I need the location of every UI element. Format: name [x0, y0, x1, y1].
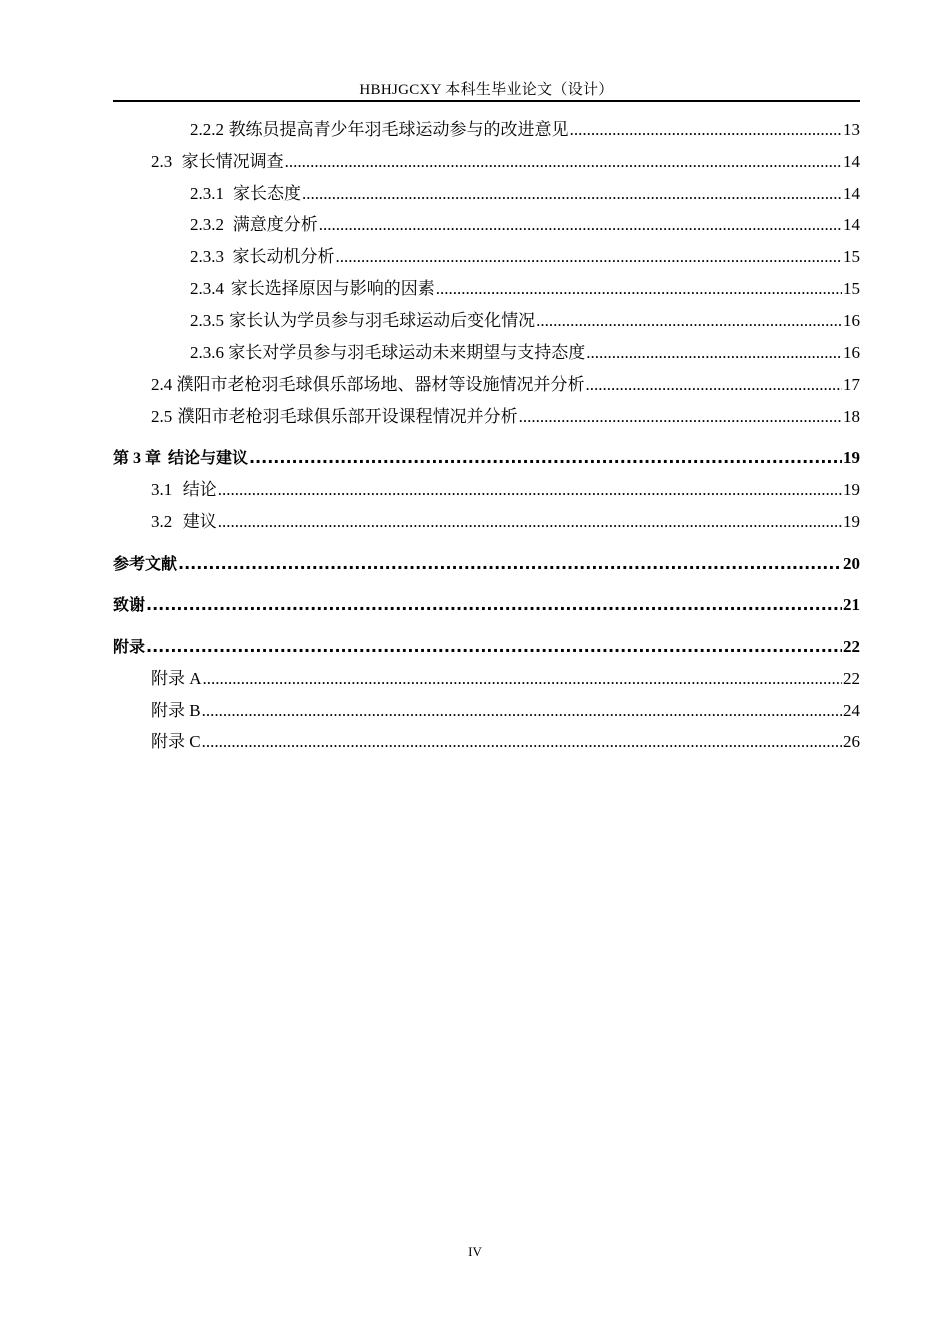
toc-entry-title: 结论与建议 — [167, 448, 248, 467]
toc-entry-page-number: 19 — [843, 480, 860, 499]
toc-entry-title: 濮阳市老枪羽毛球俱乐部开设课程情况并分析 — [177, 407, 518, 426]
toc-entry-page-number: 21 — [843, 595, 860, 614]
toc-dot-leader — [519, 404, 842, 430]
toc-entry[interactable] — [113, 404, 860, 430]
toc-entry-title: 致谢 — [113, 595, 146, 614]
toc-dot-leader — [570, 117, 842, 143]
toc-entry-page-number: 17 — [843, 375, 860, 394]
toc-entry-page-number: 22 — [843, 637, 860, 656]
page-number: IV — [468, 1244, 482, 1259]
toc-entry[interactable] — [113, 340, 860, 366]
toc-entry-title: 家长情况调查 — [181, 152, 284, 171]
toc-dot-leader — [202, 729, 842, 755]
toc-entry-title: 濮阳市老枪羽毛球俱乐部场地、器材等设施情况并分析 — [176, 375, 585, 394]
toc-entry-number: 2.5 — [151, 407, 173, 426]
toc-entry-page-number: 24 — [843, 701, 860, 720]
toc-entry-number: 2.3.5 — [190, 311, 224, 330]
toc-dot-leader — [178, 551, 842, 577]
page-header: HBHJGCXY 本科生毕业论文（设计） — [359, 82, 614, 98]
toc-entry-page-number: 22 — [843, 669, 860, 688]
toc-entry[interactable] — [113, 308, 860, 334]
toc-entry-title: 附录 B — [151, 701, 201, 720]
toc-dot-leader — [536, 308, 842, 334]
toc-entry-page-number: 16 — [843, 343, 860, 362]
toc-dot-leader — [202, 698, 842, 724]
toc-entry[interactable] — [113, 445, 860, 471]
toc-dot-leader — [203, 666, 842, 692]
toc-entry[interactable] — [113, 729, 860, 755]
toc-dot-leader — [586, 372, 842, 398]
toc-entry-number: 2.3.2 — [190, 215, 224, 234]
toc-dot-leader — [146, 592, 842, 618]
toc-entry-number: 2.4 — [151, 375, 173, 394]
toc-entry-number: 2.3.1 — [190, 184, 224, 203]
toc-entry-title: 教练员提高青少年羽毛球运动参与的改进意见 — [228, 120, 569, 139]
toc-entry[interactable] — [113, 212, 860, 238]
toc-entry-title: 附录 C — [151, 732, 201, 751]
toc-entry-page-number: 20 — [843, 554, 860, 573]
toc-entry-number: 3.1 — [151, 480, 173, 499]
toc-entry-title: 参考文献 — [113, 554, 178, 573]
toc-entry-page-number: 15 — [843, 279, 860, 298]
toc-entry-page-number: 14 — [843, 215, 860, 234]
toc-entry-title: 结论 — [182, 480, 217, 499]
toc-entry[interactable] — [113, 181, 860, 207]
toc-entry-title: 家长选择原因与影响的因素 — [230, 279, 435, 298]
toc-entry-number: 3.2 — [151, 512, 173, 531]
toc-entry[interactable] — [113, 592, 860, 618]
toc-entry-page-number: 14 — [843, 152, 860, 171]
toc-entry-page-number: 13 — [843, 120, 860, 139]
toc-entry-title: 建议 — [182, 512, 217, 531]
toc-entry[interactable] — [113, 276, 860, 302]
toc-entry-title: 家长态度 — [233, 184, 302, 203]
toc-dot-leader — [302, 181, 842, 207]
toc-entry-page-number: 19 — [843, 512, 860, 531]
toc-entry-title: 家长动机分析 — [232, 247, 335, 266]
toc-entry-number: 2.3.3 — [190, 247, 224, 266]
toc-entry-page-number: 16 — [843, 311, 860, 330]
toc-entry-page-number: 26 — [843, 732, 860, 751]
toc-dot-leader — [436, 276, 842, 302]
toc-dot-leader — [285, 149, 842, 175]
toc-entry-number: 2.3 — [151, 152, 173, 171]
toc-entry-number: 2.3.6 — [190, 343, 224, 362]
toc-entry-number: 第 3 章 — [113, 450, 162, 467]
toc-entry[interactable] — [113, 477, 860, 503]
toc-entry-title: 附录 A — [151, 669, 202, 688]
toc-entry-title: 满意度分析 — [232, 215, 318, 234]
toc-entry-page-number: 18 — [843, 407, 860, 426]
toc-entry-page-number: 19 — [843, 448, 860, 467]
toc-entry[interactable] — [113, 698, 860, 724]
toc-dot-leader — [249, 445, 842, 471]
toc-dot-leader — [319, 212, 842, 238]
toc-dot-leader — [335, 244, 842, 270]
toc-entry-page-number: 14 — [843, 184, 860, 203]
toc-entry[interactable] — [113, 149, 860, 175]
header-rule — [113, 100, 860, 102]
toc-entry[interactable] — [113, 372, 860, 398]
toc-entry[interactable] — [113, 509, 860, 535]
toc-entry[interactable] — [113, 117, 860, 143]
toc-entry[interactable] — [113, 551, 860, 577]
toc-entry[interactable] — [113, 666, 860, 692]
toc-dot-leader — [218, 509, 842, 535]
toc-entry-number: 2.3.4 — [190, 279, 224, 298]
toc-entry-title: 家长对学员参与羽毛球运动未来期望与支持态度 — [228, 343, 586, 362]
toc-entry[interactable] — [113, 634, 860, 660]
toc-entry-page-number: 15 — [843, 247, 860, 266]
toc-dot-leader — [146, 634, 842, 660]
toc-entry-number: 2.2.2 — [190, 120, 224, 139]
toc-entry-title: 附录 — [113, 637, 146, 656]
toc-entry[interactable] — [113, 244, 860, 270]
toc-dot-leader — [218, 477, 842, 503]
toc-dot-leader — [586, 340, 842, 366]
toc-entry-title: 家长认为学员参与羽毛球运动后变化情况 — [229, 311, 536, 330]
